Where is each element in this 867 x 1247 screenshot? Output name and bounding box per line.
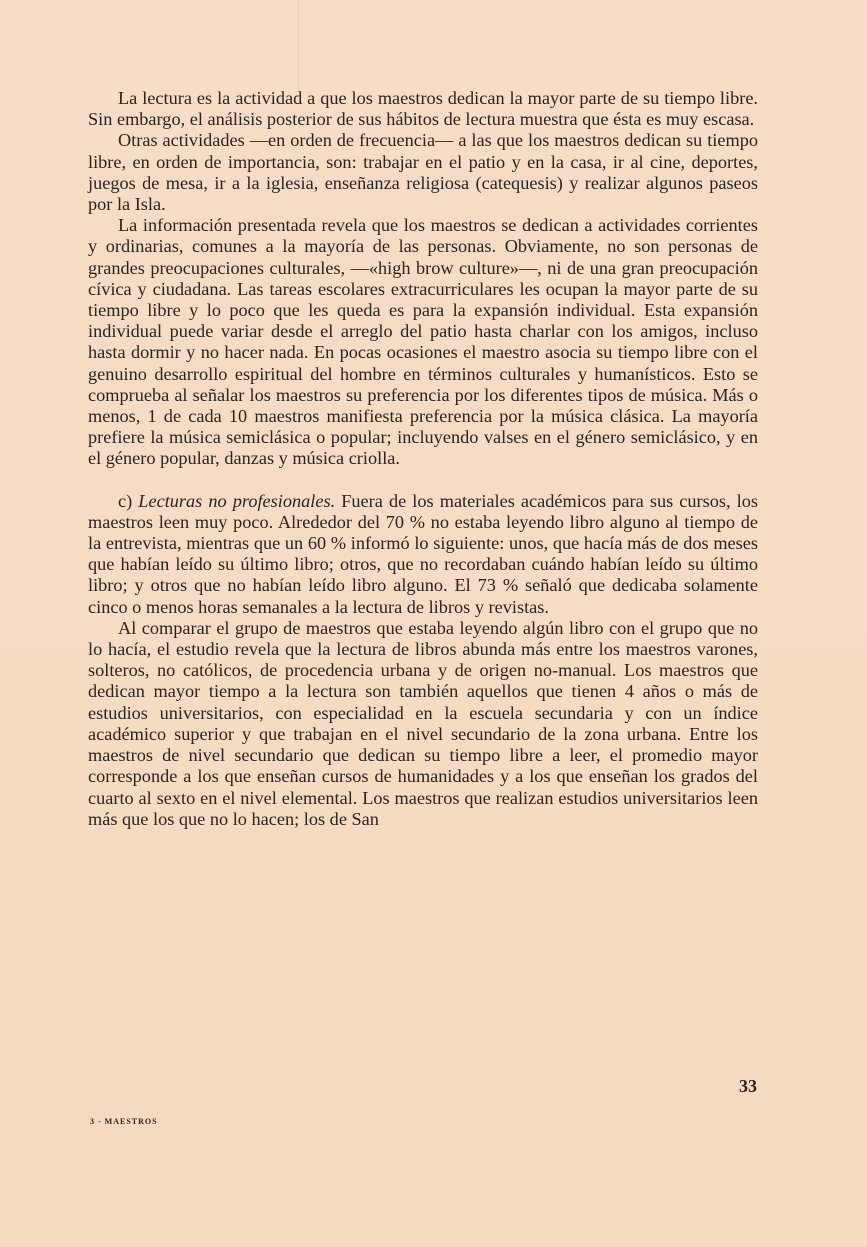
section-title: Lecturas no profesionales.: [138, 490, 336, 511]
section-marker: c): [118, 490, 139, 511]
page-crease: [298, 0, 299, 90]
body-text: [88, 88, 758, 830]
paragraph-4: c) Lecturas no profesionales. Fuera de los materiales académicos para sus cursos, los maestros leen muy poco. Alrededor del 70 % no estaba leyendo libro alguno al tiempo de la entrevista, mientras que un 60 % informó lo siguiente: unos, que hacía más de dos meses que habían leído su último libro; otros, que no recordaban cuándo habían leído su último libro; y otros que no habían leído libro alguno. El 73 % señaló que dedicaba solamente cinco o menos horas semanales a la lectura de libros y revistas.: [88, 490, 758, 617]
signature-mark: 3 - MAESTROS: [90, 1117, 158, 1126]
page-number: 33: [739, 1076, 757, 1096]
paragraph-5: Al comparar el grupo de maestros que estaba leyendo algún libro con el grupo que no lo hacía, el estudio revela que la lectura de libros abunda más entre los maestros varones, solteros, no católicos, de procedencia urbana y de origen no-manual. Los maestros que dedican mayor tiempo a la lectura son también aquellos que tienen 4 años o más de estudios universitarios, con especialidad en la escuela secundaria y con un índice académico superior y que trabajan en el nivel secundario de la zona urbana. Entre los maestros de nivel secundario que dedican su tiempo libre a leer, el promedio mayor corresponde a los que enseñan cursos de humanidades y a los que enseñan los grados del cuarto al sexto en el nivel elemental. Los maestros que realizan estudios universitarios leen más que los que no lo hacen; los de San: [88, 617, 758, 829]
paragraph-1: La lectura es la actividad a que los maestros dedican la mayor parte de su tiempo libre. Sin embargo, el análisis posterior de sus hábitos de lectura muestra que ésta es muy escasa.: [88, 88, 758, 130]
paragraph-3: La información presentada revela que los maestros se dedican a actividades corrientes y ordinarias, comunes a la mayoría de las personas. Obviamente, no son personas de grandes preocupaciones culturales, —«high brow culture»—, ni de una gran preocupación cívica y ciudadana. Las tareas escolares extracurriculares les ocupan la mayor parte de su tiempo libre y lo poco que les queda es para la expansión individual. Esta expansión individual puede variar desde el arreglo del patio hasta charlar con los amigos, incluso hasta dormir y no hacer nada. En pocas ocasiones el maestro asocia su tiempo libre con el genuino desarrollo espiritual del hombre en términos culturales y humanísticos. Esto se comprueba al señalar los maestros su preferencia por los diferentes tipos de música. Más o menos, 1 de cada 10 maestros manifiesta preferencia por la música clásica. La mayoría prefiere la música semiclásica o popular; incluyendo valses en el género semiclásico, y en el género popular, danzas y música criolla.: [88, 215, 758, 469]
paragraph-2: Otras actividades —en orden de frecuencia— a las que los maestros dedican su tiempo libre, en orden de importancia, son: trabajar en el patio y en la casa, ir al cine, deportes, juegos de mesa, ir a la iglesia, enseñanza religiosa (catequesis) y realizar algunos paseos por la Isla.: [88, 130, 758, 215]
